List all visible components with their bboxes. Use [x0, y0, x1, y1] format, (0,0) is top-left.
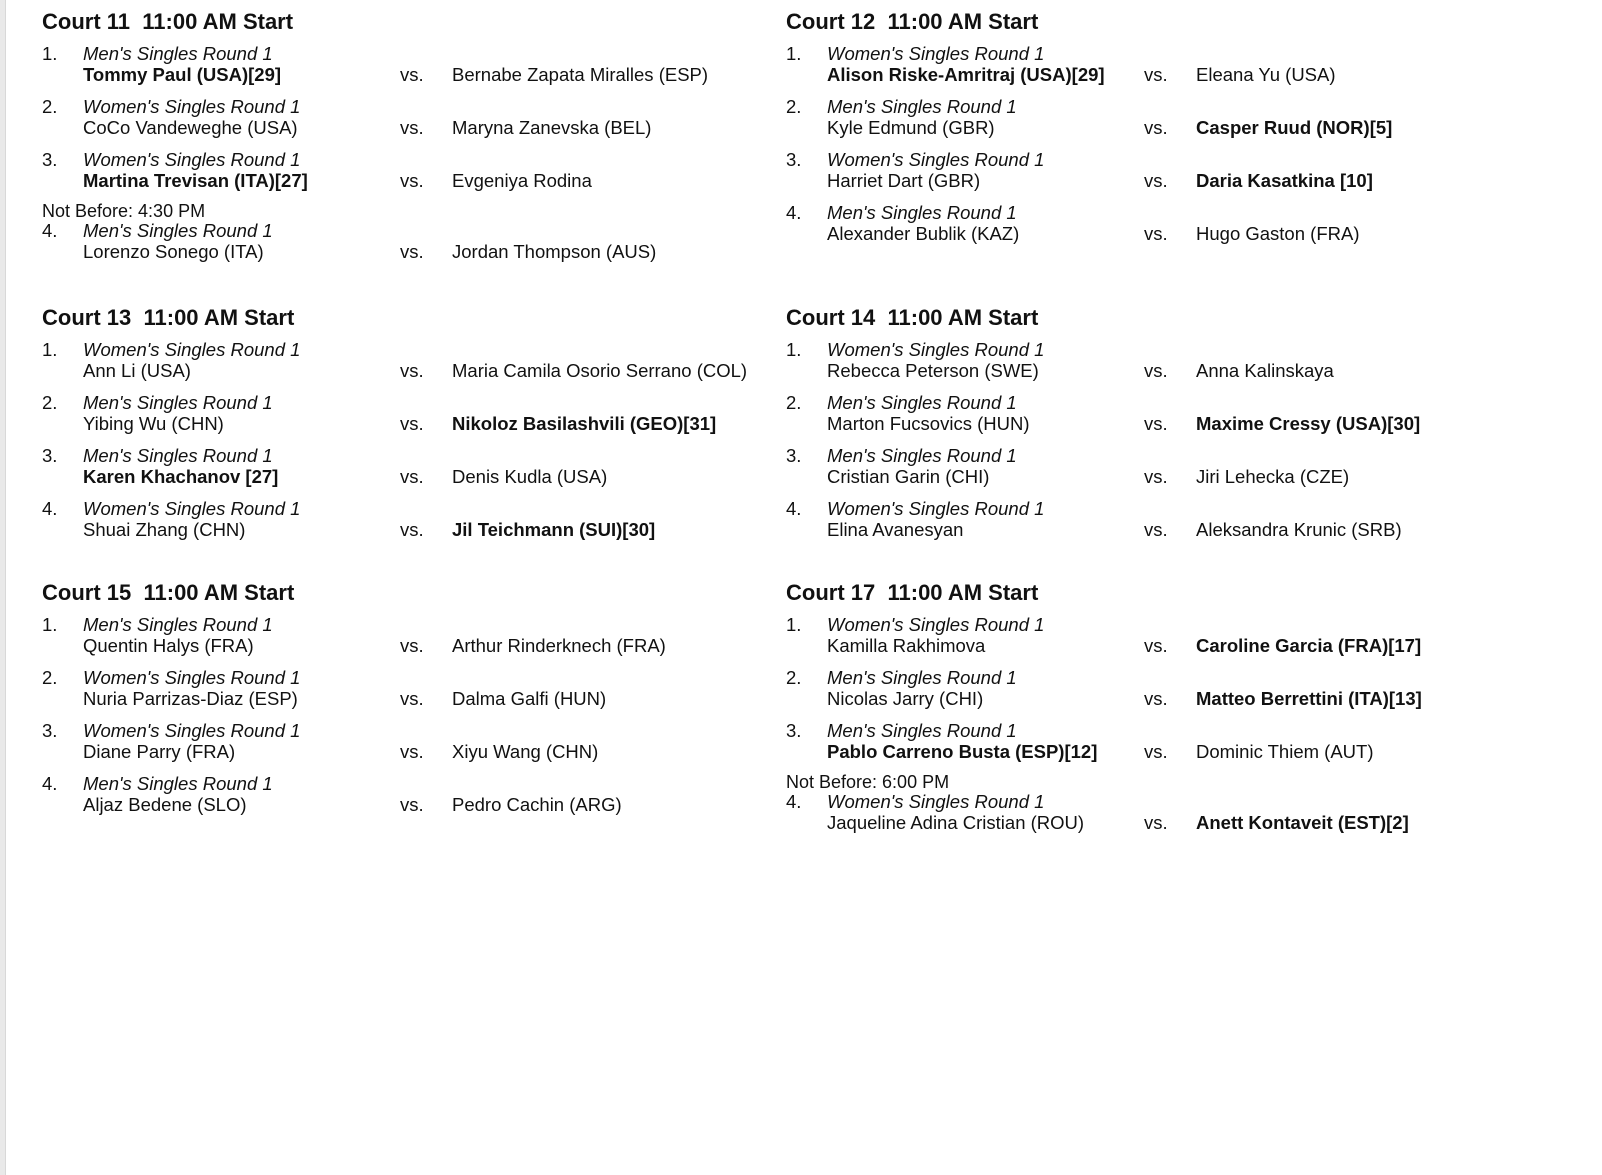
match-item: [786, 720, 1526, 773]
match-number: 3.: [42, 445, 58, 466]
player-one: Ann Li (USA): [83, 360, 191, 381]
player-two: Daria Kasatkina [10]: [1196, 170, 1373, 191]
match-event: Men's Singles Round 1: [827, 667, 1017, 688]
court-block-14: [786, 305, 1526, 551]
match-number: 1.: [42, 43, 58, 64]
player-two: Jiri Lehecka (CZE): [1196, 466, 1350, 487]
match-item: [42, 220, 782, 273]
match-number: 2.: [786, 392, 802, 413]
player-one: Quentin Halys (FRA): [83, 635, 254, 656]
match-event: Men's Singles Round 1: [83, 220, 273, 241]
match-event: Men's Singles Round 1: [83, 392, 273, 413]
match-number: 2.: [42, 392, 58, 413]
match-event: Women's Singles Round 1: [83, 96, 301, 117]
match-event: Men's Singles Round 1: [83, 445, 273, 466]
player-one: Karen Khachanov [27]: [83, 466, 279, 487]
match-item: [786, 667, 1526, 720]
not-before-notice: Not Before: 4:30 PM: [42, 201, 206, 221]
match-number: 2.: [42, 96, 58, 117]
court-start-time: 11:00 AM Start: [887, 580, 1039, 605]
court-start-time: 11:00 AM Start: [142, 9, 294, 34]
player-two: Denis Kudla (USA): [452, 466, 608, 487]
match-event: Women's Singles Round 1: [83, 149, 301, 170]
match-event: Women's Singles Round 1: [83, 667, 301, 688]
vs-label: vs.: [1144, 635, 1168, 656]
match-number: 4.: [786, 791, 802, 812]
player-one: Cristian Garin (CHI): [827, 466, 990, 487]
match-event: Men's Singles Round 1: [827, 96, 1017, 117]
player-one: Lorenzo Sonego (ITA): [83, 241, 264, 262]
match-event: Men's Singles Round 1: [827, 392, 1017, 413]
player-one: Tommy Paul (USA)[29]: [83, 64, 282, 85]
court-header: [42, 305, 782, 331]
player-one: Diane Parry (FRA): [83, 741, 236, 762]
match-item: [42, 149, 782, 202]
player-two: Maria Camila Osorio Serrano (COL): [452, 360, 748, 381]
player-one: Shuai Zhang (CHN): [83, 519, 246, 540]
match-number: 4.: [786, 202, 802, 223]
match-event: Women's Singles Round 1: [83, 498, 301, 519]
match-number: 3.: [42, 149, 58, 170]
match-item: [42, 773, 782, 826]
court-block-13: [42, 305, 782, 551]
player-one: Marton Fucsovics (HUN): [827, 413, 1030, 434]
match-event: Women's Singles Round 1: [83, 720, 301, 741]
player-two: Xiyu Wang (CHN): [452, 741, 599, 762]
player-two: Eleana Yu (USA): [1196, 64, 1336, 85]
player-two: Dalma Galfi (HUN): [452, 688, 607, 709]
court-header: [786, 9, 1526, 35]
player-one: Nuria Parrizas-Diaz (ESP): [83, 688, 298, 709]
court-header: [42, 9, 782, 35]
vs-label: vs.: [1144, 64, 1168, 85]
match-item: [786, 392, 1526, 445]
match-number: 3.: [42, 720, 58, 741]
match-number: 1.: [42, 614, 58, 635]
match-item: [42, 43, 782, 96]
court-header: [42, 580, 782, 606]
court-name: Court 11: [42, 9, 131, 34]
vs-label: vs.: [400, 466, 424, 487]
match-event: Women's Singles Round 1: [827, 43, 1045, 64]
player-one: CoCo Vandeweghe (USA): [83, 117, 298, 138]
player-two: Jordan Thompson (AUS): [452, 241, 657, 262]
match-item: [786, 614, 1526, 667]
match-item: [786, 445, 1526, 498]
court-block-11: [42, 9, 782, 273]
player-one: Nicolas Jarry (CHI): [827, 688, 984, 709]
match-number: 3.: [786, 149, 802, 170]
player-two: Maxime Cressy (USA)[30]: [1196, 413, 1421, 434]
vs-label: vs.: [400, 519, 424, 540]
vs-label: vs.: [1144, 117, 1168, 138]
player-one: Aljaz Bedene (SLO): [83, 794, 247, 815]
vs-label: vs.: [400, 413, 424, 434]
match-number: 4.: [42, 220, 58, 241]
match-item: [42, 667, 782, 720]
match-number: 1.: [786, 614, 802, 635]
player-one: Rebecca Peterson (SWE): [827, 360, 1039, 381]
vs-label: vs.: [1144, 360, 1168, 381]
vs-label: vs.: [1144, 170, 1168, 191]
match-number: 4.: [786, 498, 802, 519]
match-event: Women's Singles Round 1: [827, 791, 1045, 812]
player-one: Harriet Dart (GBR): [827, 170, 981, 191]
player-one: Elina Avanesyan: [827, 519, 964, 540]
match-item: [786, 43, 1526, 96]
vs-label: vs.: [400, 794, 424, 815]
court-start-time: 11:00 AM Start: [143, 580, 295, 605]
player-two: Evgeniya Rodina: [452, 170, 592, 191]
court-name: Court 17: [786, 580, 876, 605]
match-item: [42, 720, 782, 773]
match-event: Women's Singles Round 1: [827, 339, 1045, 360]
vs-label: vs.: [400, 360, 424, 381]
player-one: Jaqueline Adina Cristian (ROU): [827, 812, 1085, 833]
player-one: Alison Riske-Amritraj (USA)[29]: [827, 64, 1105, 85]
vs-label: vs.: [400, 635, 424, 656]
match-number: 4.: [42, 498, 58, 519]
match-item: [42, 445, 782, 498]
match-event: Men's Singles Round 1: [83, 43, 273, 64]
court-block-12: [786, 9, 1526, 255]
match-item: [42, 96, 782, 149]
match-item: [786, 202, 1526, 255]
match-event: Men's Singles Round 1: [827, 202, 1017, 223]
court-name: Court 14: [786, 305, 876, 330]
court-block-15: [42, 580, 782, 826]
vs-label: vs.: [1144, 413, 1168, 434]
court-header: [786, 580, 1526, 606]
player-two: Bernabe Zapata Miralles (ESP): [452, 64, 709, 85]
player-one: Kamilla Rakhimova: [827, 635, 986, 656]
match-event: Women's Singles Round 1: [827, 614, 1045, 635]
match-item: [42, 339, 782, 392]
match-item: [786, 791, 1526, 844]
not-before-notice: Not Before: 6:00 PM: [786, 772, 950, 792]
match-item: [786, 498, 1526, 551]
player-two: Dominic Thiem (AUT): [1196, 741, 1374, 762]
match-number: 2.: [42, 667, 58, 688]
player-two: Hugo Gaston (FRA): [1196, 223, 1360, 244]
court-start-time: 11:00 AM Start: [143, 305, 295, 330]
match-event: Women's Singles Round 1: [83, 339, 301, 360]
player-two: Nikoloz Basilashvili (GEO)[31]: [452, 413, 717, 434]
vs-label: vs.: [400, 741, 424, 762]
vs-label: vs.: [1144, 223, 1168, 244]
match-number: 3.: [786, 720, 802, 741]
player-two: Anett Kontaveit (EST)[2]: [1196, 812, 1409, 833]
player-one: Pablo Carreno Busta (ESP)[12]: [827, 741, 1098, 762]
player-one: Kyle Edmund (GBR): [827, 117, 995, 138]
vs-label: vs.: [400, 64, 424, 85]
court-name: Court 15: [42, 580, 132, 605]
match-number: 1.: [786, 339, 802, 360]
vs-label: vs.: [400, 688, 424, 709]
court-block-17: [786, 580, 1526, 844]
vs-label: vs.: [1144, 466, 1168, 487]
player-two: Caroline Garcia (FRA)[17]: [1196, 635, 1422, 656]
match-item: [786, 96, 1526, 149]
player-two: Anna Kalinskaya: [1196, 360, 1334, 381]
court-header: [786, 305, 1526, 331]
court-name: Court 12: [786, 9, 876, 34]
vs-label: vs.: [1144, 741, 1168, 762]
match-number: 3.: [786, 445, 802, 466]
match-item: [42, 392, 782, 445]
player-one: Martina Trevisan (ITA)[27]: [83, 170, 308, 191]
match-number: 4.: [42, 773, 58, 794]
player-two: Pedro Cachin (ARG): [452, 794, 622, 815]
match-event: Women's Singles Round 1: [827, 149, 1045, 170]
match-item: [786, 339, 1526, 392]
match-number: 2.: [786, 667, 802, 688]
match-number: 1.: [42, 339, 58, 360]
vs-label: vs.: [1144, 688, 1168, 709]
match-event: Women's Singles Round 1: [827, 498, 1045, 519]
match-event: Men's Singles Round 1: [827, 445, 1017, 466]
vs-label: vs.: [1144, 812, 1168, 833]
match-number: 2.: [786, 96, 802, 117]
match-item: [42, 498, 782, 551]
match-number: 1.: [786, 43, 802, 64]
match-event: Men's Singles Round 1: [83, 773, 273, 794]
match-event: Men's Singles Round 1: [83, 614, 273, 635]
vs-label: vs.: [400, 241, 424, 262]
player-two: Aleksandra Krunic (SRB): [1196, 519, 1402, 540]
player-two: Matteo Berrettini (ITA)[13]: [1196, 688, 1422, 709]
match-event: Men's Singles Round 1: [827, 720, 1017, 741]
vs-label: vs.: [400, 117, 424, 138]
court-name: Court 13: [42, 305, 132, 330]
player-one: Yibing Wu (CHN): [83, 413, 224, 434]
vs-label: vs.: [1144, 519, 1168, 540]
player-two: Maryna Zanevska (BEL): [452, 117, 652, 138]
player-two: Casper Ruud (NOR)[5]: [1196, 117, 1393, 138]
court-start-time: 11:00 AM Start: [887, 305, 1039, 330]
player-one: Alexander Bublik (KAZ): [827, 223, 1020, 244]
vs-label: vs.: [400, 170, 424, 191]
court-start-time: 11:00 AM Start: [887, 9, 1039, 34]
match-item: [786, 149, 1526, 202]
player-two: Arthur Rinderknech (FRA): [452, 635, 666, 656]
player-two: Jil Teichmann (SUI)[30]: [452, 519, 656, 540]
match-item: [42, 614, 782, 667]
